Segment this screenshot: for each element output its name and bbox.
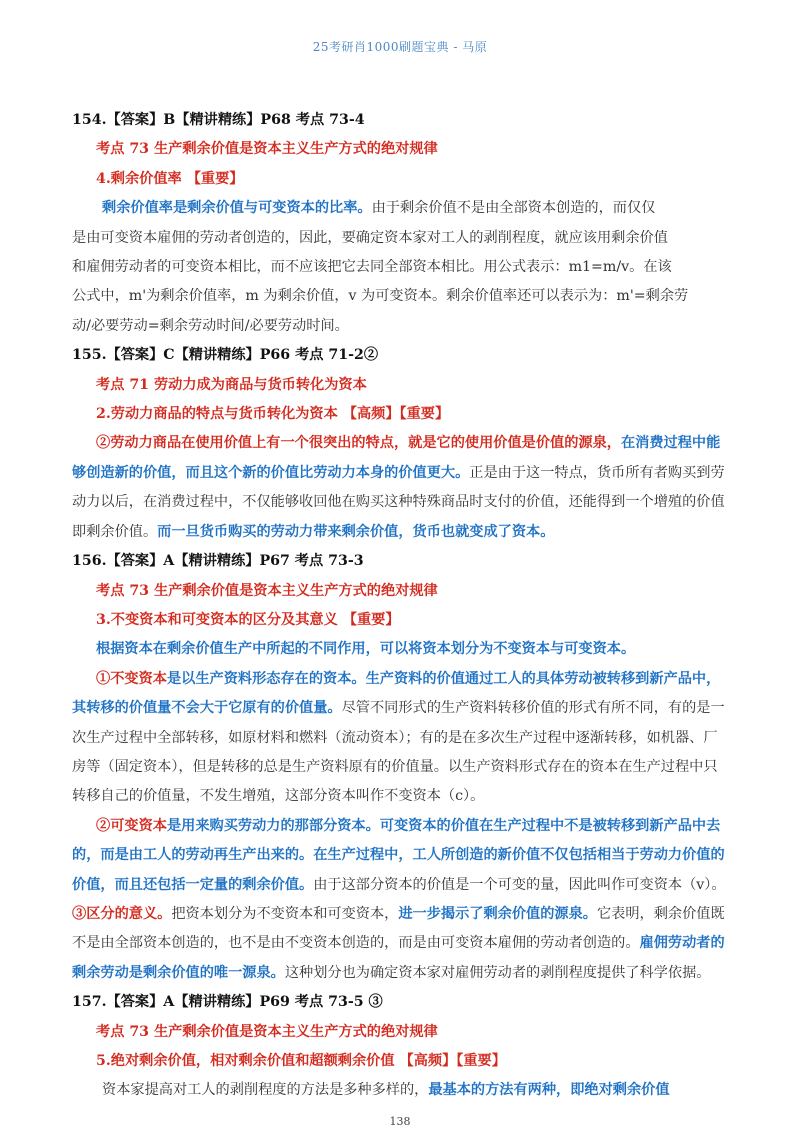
text-line [72, 282, 732, 311]
text-line [72, 753, 732, 782]
text-segment: 5.绝对剩余价值，相对剩余价值和超额剩余价值 【高频】【重要】 [96, 1053, 506, 1069]
text-segment: ②可变资本 [96, 817, 167, 834]
text-line [72, 488, 732, 517]
text-segment: 和雇佣劳动者的可变资本相比，而不应该把它去同全部资本相比。用公式表示：m1=m/v。在该 [72, 259, 672, 276]
text-line [72, 400, 732, 429]
text-segment: 动力以后，在消费过程中，不仅能够收回他在购买这种特殊商品时支付的价值，还能得到一个增殖的价值 [72, 494, 725, 511]
text-segment: 雇佣劳动者的 [639, 935, 725, 952]
text-segment: 次生产过程中全部转移，如原材料和燃料（流动资本）；有的是在多次生产过程中逐渐转移，如机器、厂 [72, 729, 718, 746]
text-segment: 考点 73 生产剩余价值是资本主义生产方式的绝对规律 [96, 141, 438, 158]
text-segment: 是以生产资料形态存在的资本。生产资料的价值通过工人的具体劳动被转移到新产品中， [166, 670, 721, 687]
text-line [72, 459, 732, 488]
text-segment: 它表明，剩余价值既 [596, 905, 725, 922]
text-segment: 考点 73 生产剩余价值是资本主义生产方式的绝对规律 [96, 1023, 438, 1040]
text-line [72, 606, 732, 635]
page-number: 138 [389, 1115, 411, 1128]
text-line [72, 665, 732, 694]
text-line [72, 135, 732, 164]
text-segment: ③区分的意义。 [72, 905, 172, 922]
text-line [72, 518, 732, 547]
text-segment: 157.【答案】A【精讲精练】P69 考点 73-5 ③ [72, 994, 383, 1011]
text-segment: 由于这部分资本的价值是一个可变的量，因此叫作可变资本（v）。 [313, 876, 726, 893]
text-segment: 在消费过程中能 [620, 435, 721, 452]
text-line [72, 959, 732, 988]
text-line [72, 812, 732, 841]
text-segment: 155.【答案】C【精讲精练】P66 考点 71-2② [72, 347, 379, 364]
document-body [72, 106, 732, 1106]
text-segment: 其转移的价值量不会大于它原有的价值量。 [72, 700, 342, 717]
text-segment: 即剩余价值。 [72, 523, 158, 540]
text-line [72, 1018, 732, 1047]
text-segment: 3.不变资本和可变资本的区分及其意义 【重要】 [96, 611, 400, 628]
text-line [72, 841, 732, 870]
text-line [72, 871, 732, 900]
text-segment: 剩余价值率是剩余价值与可变资本的比率。 [102, 200, 372, 217]
text-line [72, 371, 732, 400]
text-segment: ①不变资本 [96, 670, 167, 687]
text-segment: 考点 71 劳动力成为商品与货币转化为资本 [96, 376, 367, 393]
text-line [72, 165, 732, 194]
text-segment: 由于剩余价值不是由全部资本创造的，而仅仅 [371, 200, 656, 217]
text-segment: 根据资本在剩余价值生产中所起的不同作用，可以将资本划分为不变资本与可变资本。 [96, 641, 636, 658]
text-segment: 4.剩余价值率 【重要】 [96, 170, 244, 187]
text-line [72, 312, 732, 341]
page-header: 25考研肖1000刷题宝典 - 马原 [312, 40, 488, 54]
text-line [72, 224, 732, 253]
answer-line [72, 547, 732, 576]
text-segment: 转移自己的价值量，不发生增殖，这部分资本叫作不变资本（c）。 [72, 788, 485, 805]
text-segment: 公式中，m'为剩余价值率，m 为剩余价值，v 为可变资本。剩余价值率还可以表示为：m'=剩余劳 [72, 288, 689, 305]
text-segment: 动/必要劳动=剩余劳动时间/必要劳动时间。 [72, 317, 349, 334]
text-segment: 是用来购买劳动力的那部分资本。可变资本的价值在生产过程中不是被转移到新产品中去 [166, 817, 721, 834]
text-line [72, 429, 732, 458]
text-segment: 正是由于这一特点，货币所有者购买到劳 [469, 464, 725, 481]
text-segment: 的，而是由工人的劳动再生产出来的。在生产过程中，工人所创造的新价值不仅包括相当于劳动力价值的 [72, 847, 725, 864]
answer-line [72, 988, 732, 1017]
answer-line [72, 341, 732, 370]
text-segment: 而一旦货币购买的劳动力带来剩余价值，货币也就变成了资本。 [157, 523, 555, 540]
text-segment: 尽管不同形式的生产资料转移价值的形式有所不同，有的是一 [341, 700, 725, 717]
text-segment: 是由可变资本雇佣的劳动者创造的，因此，要确定资本家对工人的剥削程度，就应该用剩余价值 [72, 229, 668, 246]
text-segment: 154.【答案】B【精讲精练】P68 考点 73-4 [72, 112, 365, 128]
text-segment: 把资本划分为不变资本和可变资本， [171, 905, 399, 922]
answer-line [72, 106, 732, 135]
text-segment: 最基本的方法有两种，即绝对剩余价值 [428, 1082, 670, 1099]
text-line [72, 1076, 732, 1105]
text-line [72, 253, 732, 282]
text-segment: 够创造新的价值，而且这个新的价值比劳动力本身的价值更大。 [72, 464, 470, 481]
text-line [72, 635, 732, 664]
text-segment: 剩余劳动是剩余价值的唯一源泉。 [72, 964, 285, 981]
text-line [72, 900, 732, 929]
text-line [72, 694, 732, 723]
text-line [72, 194, 732, 223]
text-segment: 价值，而且还包括一定量的剩余价值。 [72, 876, 314, 893]
text-segment: 156.【答案】A【精讲精练】P67 考点 73-3 [72, 553, 364, 570]
text-segment: 考点 73 生产剩余价值是资本主义生产方式的绝对规律 [96, 582, 438, 599]
text-line [72, 782, 732, 811]
text-segment: ②劳动力商品在使用价值上有一个很突出的特点，就是它的使用价值是价值的源泉， [96, 435, 621, 452]
text-segment: 这种划分也为确定资本家对雇佣劳动者的剥削程度提供了科学依据。 [284, 964, 711, 981]
text-segment: 资本家提高对工人的剥削程度的方法是多种多样的， [102, 1082, 429, 1099]
text-line [72, 1047, 732, 1076]
text-line [72, 929, 732, 958]
text-segment: 房等（固定资本），但是转移的总是生产资料原有的价值量。以生产资料形式存在的资本在生产过程中只 [72, 758, 718, 775]
text-line [72, 577, 732, 606]
text-segment: 不是由全部资本创造的，也不是由不变资本创造的，而是由可变资本雇佣的劳动者创造的。 [72, 935, 640, 952]
text-segment: 2.劳动力商品的特点与货币转化为资本 【高频】【重要】 [96, 406, 450, 423]
text-segment: 进一步揭示了剩余价值的源泉。 [398, 905, 597, 922]
text-line [72, 724, 732, 753]
